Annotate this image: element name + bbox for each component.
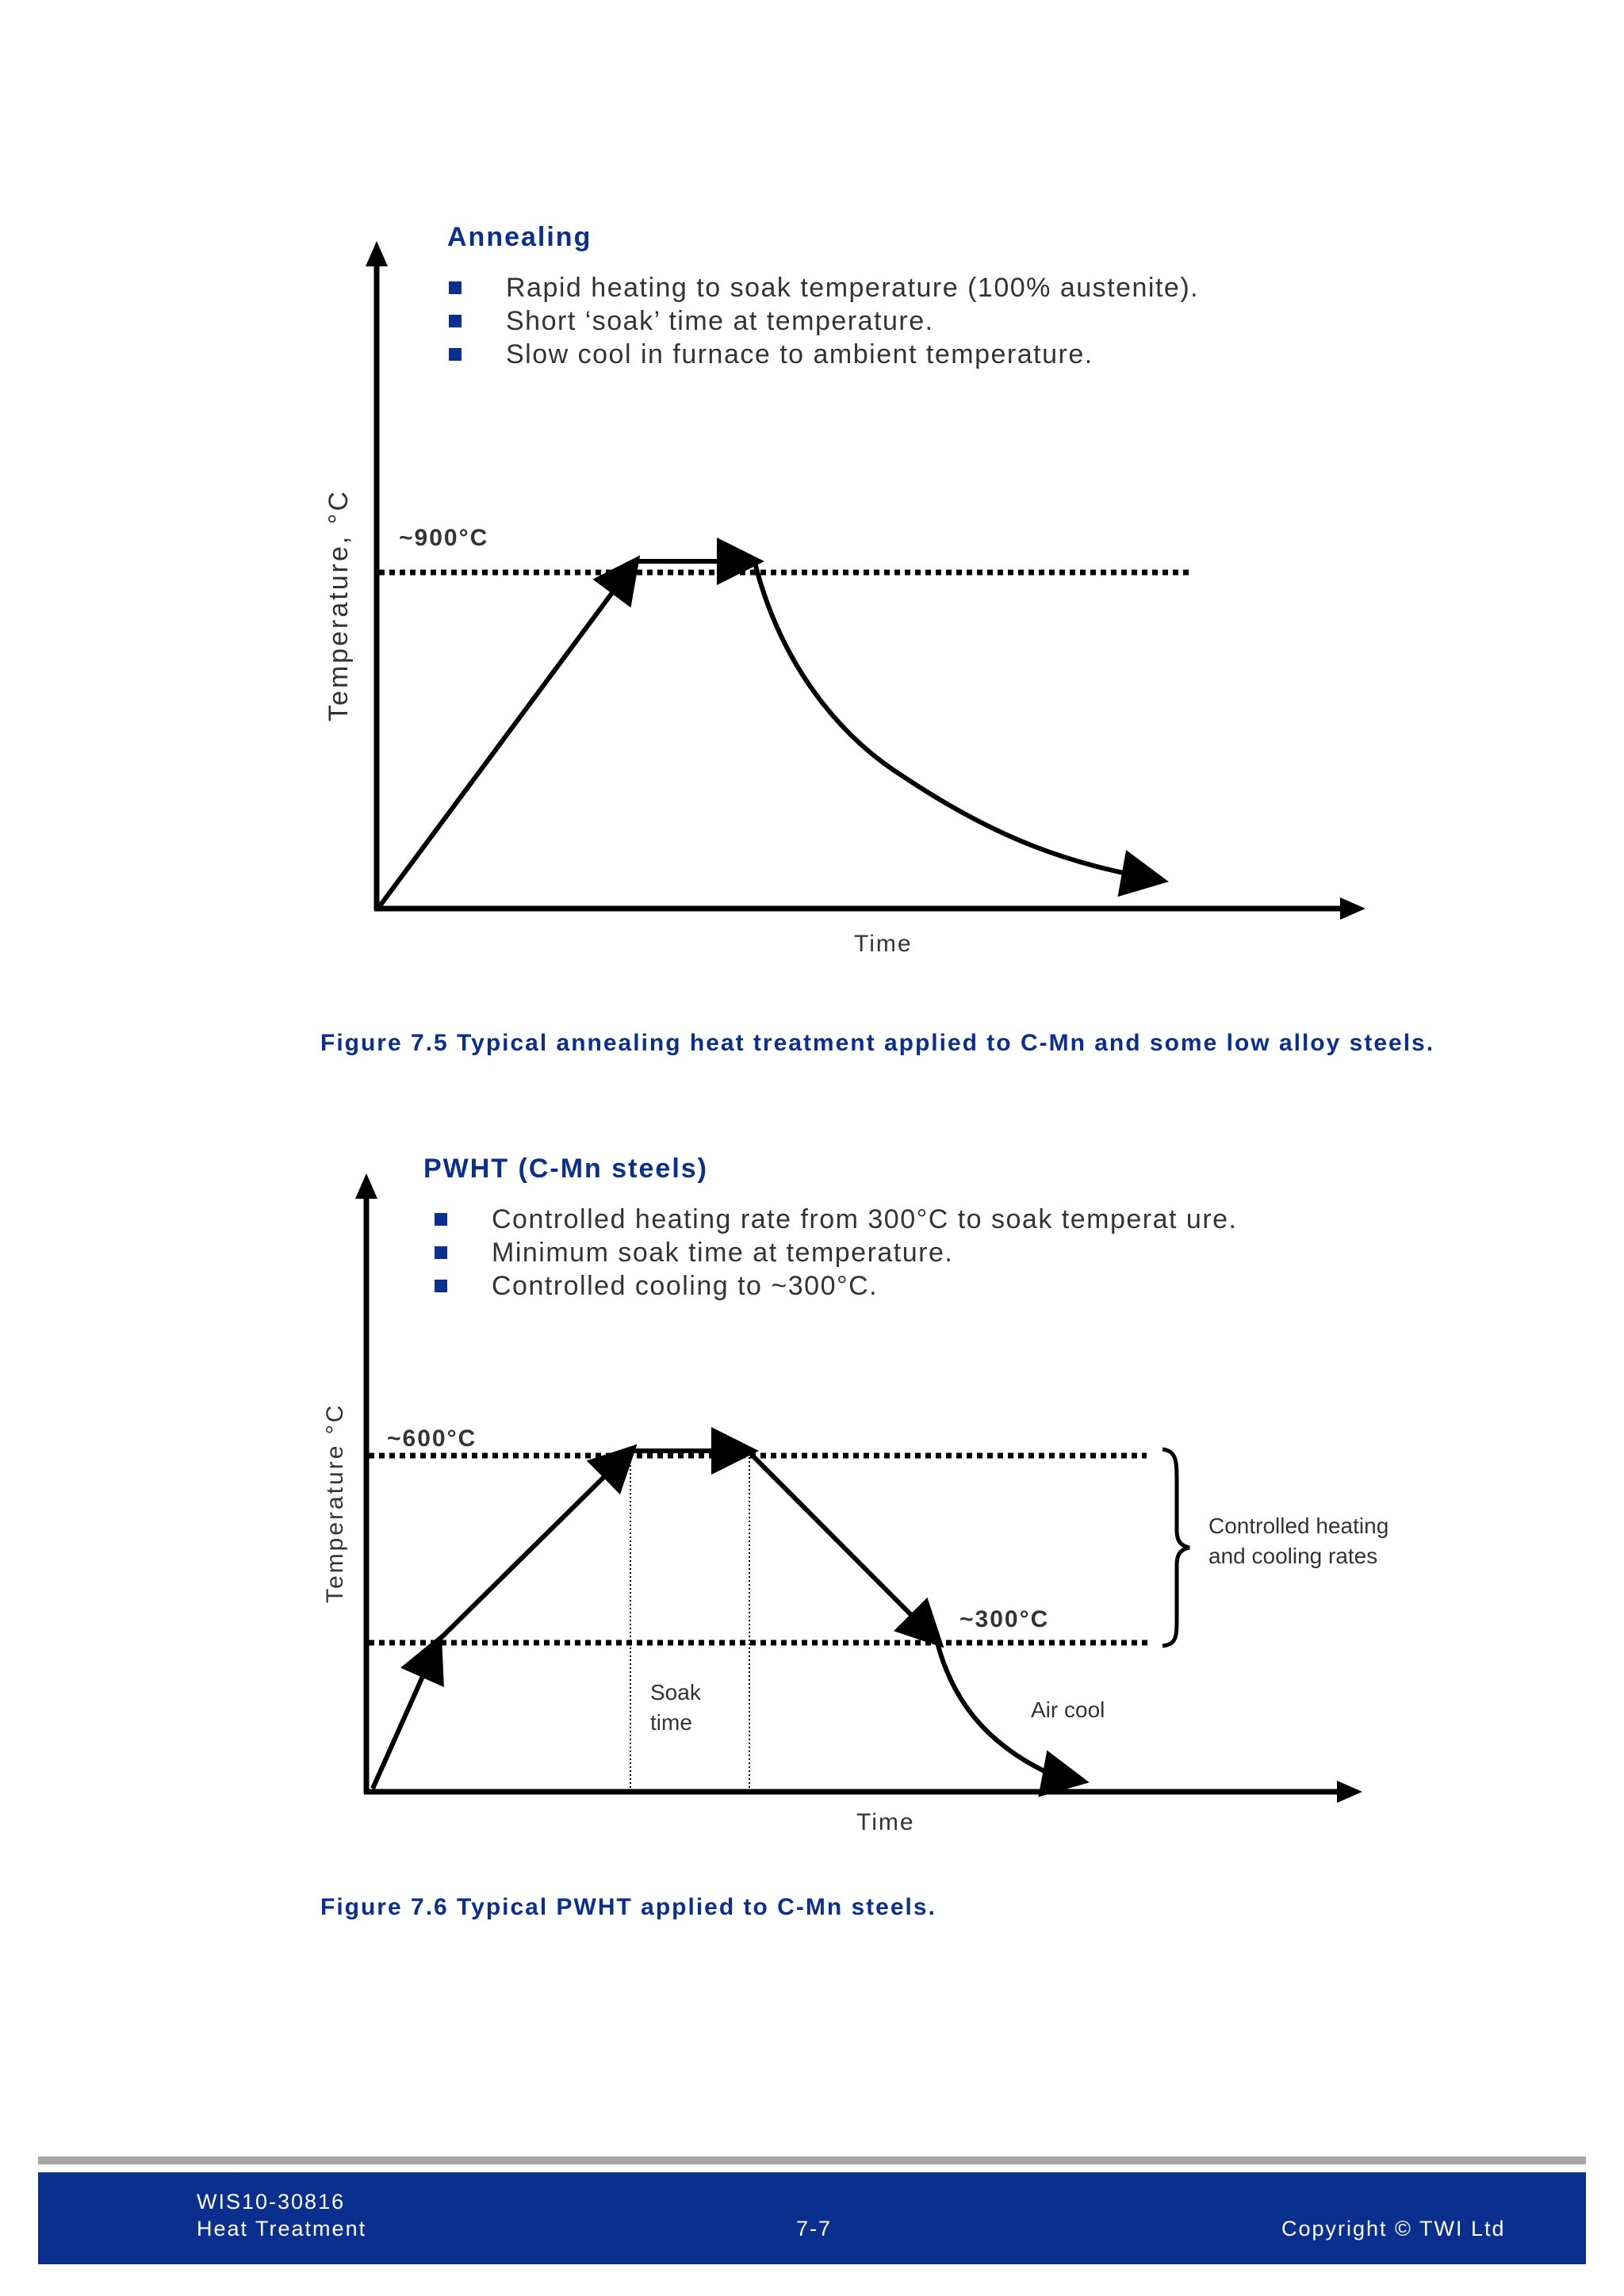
- x-axis-label: Time: [856, 1809, 915, 1835]
- footer-divider: [38, 2156, 1586, 2164]
- soak-label-line-1: Soak: [650, 1680, 701, 1705]
- temperature-300-label: ~300°C: [959, 1606, 1050, 1632]
- temperature-900-label: ~900°C: [399, 525, 489, 551]
- y-axis-label: Temperature, °C: [324, 489, 354, 721]
- rates-brace-icon: [1162, 1449, 1189, 1646]
- list-item: Minimum soak time at temperature.: [435, 1236, 1238, 1269]
- list-item: Rapid heating to soak temperature (100% austenite).: [449, 271, 1199, 304]
- x-axis-arrow-icon: [1340, 897, 1365, 920]
- list-item: Short ‘soak’ time at temperature.: [449, 304, 1199, 338]
- y-axis-arrow-icon: [355, 1173, 377, 1199]
- controlled-heating-ramp: [438, 1451, 630, 1641]
- figure-7-5-caption: Figure 7.5 Typical annealing heat treatment applied to C-Mn and some low alloy steels.: [320, 1030, 1435, 1056]
- list-item: Controlled heating rate from 300°C to soak temperat ure.: [435, 1203, 1238, 1236]
- air-cool-label: Air cool: [1031, 1697, 1105, 1722]
- y-axis-arrow-icon: [366, 241, 388, 266]
- footer-page-number: 7-7: [796, 2217, 833, 2241]
- page-footer: [38, 2172, 1586, 2264]
- x-axis-arrow-icon: [1337, 1781, 1362, 1803]
- y-axis-label: Temperature °C: [322, 1402, 348, 1603]
- pwht-chart: [0, 1110, 1624, 1863]
- figure-7-6-caption: Figure 7.6 Typical PWHT applied to C-Mn steels.: [320, 1894, 936, 1920]
- controlled-cooling-ramp: [749, 1452, 937, 1641]
- rates-label-line-1: Controlled heating: [1208, 1513, 1389, 1538]
- temperature-600-label: ~600°C: [387, 1425, 477, 1452]
- list-item: Slow cool in furnace to ambient temperature.: [449, 338, 1199, 371]
- soak-label-line-2: time: [650, 1710, 692, 1735]
- initial-heating-ramp: [373, 1643, 438, 1789]
- furnace-cool-curve: [755, 563, 1159, 880]
- pwht-heading: PWHT (C-Mn steels): [423, 1154, 708, 1184]
- list-item: Controlled cooling to ~300°C.: [435, 1269, 1238, 1303]
- annealing-chart: [0, 0, 1624, 1031]
- heating-ramp: [379, 563, 634, 907]
- footer-copyright: Copyright © TWI Ltd: [1281, 2217, 1506, 2241]
- footer-section: Heat Treatment: [197, 2217, 367, 2241]
- rates-label-line-2: and cooling rates: [1208, 1544, 1378, 1568]
- annealing-heading: Annealing: [447, 222, 592, 252]
- x-axis-label: Time: [854, 931, 913, 957]
- footer-doc-id: WIS10-30816: [197, 2190, 346, 2214]
